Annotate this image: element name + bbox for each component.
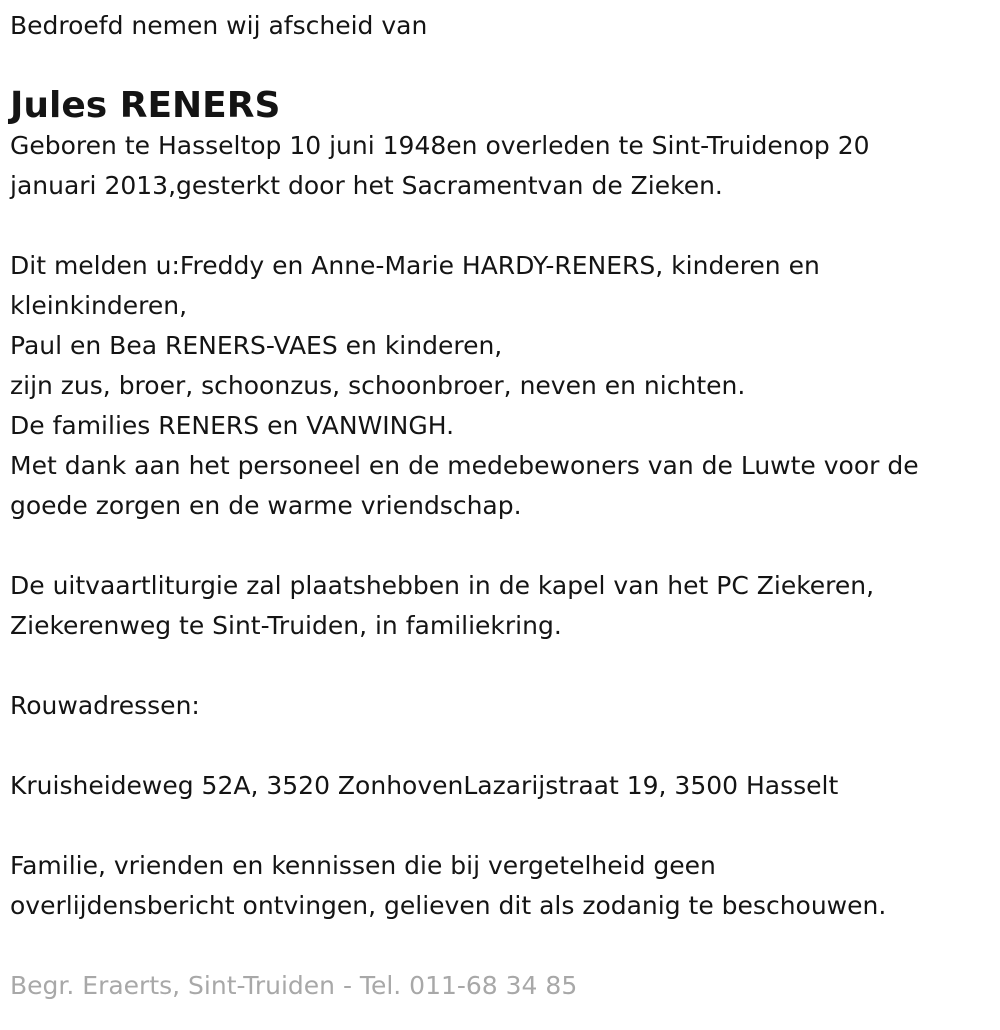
- birth-death-paragraph: [10, 126, 990, 206]
- birth-death-line: Geboren te Hasseltop 10 juni 1948en overleden te Sint-Truidenop 20: [10, 131, 870, 160]
- addresses-text: Kruisheideweg 52A, 3520 ZonhovenLazarijstraat 19, 3500 Hasselt: [10, 771, 839, 800]
- addresses-label: Rouwadressen:: [10, 691, 200, 720]
- notice-line: Familie, vrienden en kennissen die bij vergetelheid geen: [10, 851, 716, 880]
- spacer: [10, 646, 990, 686]
- notice-paragraph: [10, 846, 990, 926]
- notice-line: overlijdensbericht ontvingen, gelieven dit als zodanig te beschouwen.: [10, 891, 887, 920]
- funeral-line: De uitvaartliturgie zal plaatshebben in de kapel van het PC Ziekeren,: [10, 571, 875, 600]
- spacer: [10, 526, 990, 566]
- spacer: [10, 806, 990, 846]
- announcer-line: De families RENERS en VANWINGH.: [10, 411, 455, 440]
- announcer-line: Met dank aan het personeel en de medebewoners van de Luwte voor de: [10, 451, 919, 480]
- announcers-paragraph: [10, 246, 990, 526]
- announcer-line: goede zorgen en de warme vriendschap.: [10, 491, 522, 520]
- spacer: [10, 926, 990, 966]
- intro-text: Bedroefd nemen wij afscheid van: [10, 11, 428, 40]
- announcer-line: zijn zus, broer, schoonzus, schoonbroer, neven en nichten.: [10, 371, 746, 400]
- funeral-home-footer: Begr. Eraerts, Sint-Truiden - Tel. 011-68 34 85: [10, 971, 578, 1000]
- spacer: [10, 726, 990, 766]
- funeral-paragraph: [10, 566, 990, 646]
- spacer: [10, 206, 990, 246]
- deceased-name: Jules RENERS: [10, 85, 281, 126]
- obituary-notice: [10, 6, 990, 1006]
- announcer-line: kleinkinderen,: [10, 291, 188, 320]
- birth-death-line: januari 2013,gesterkt door het Sacramentvan de Zieken.: [10, 171, 723, 200]
- announcer-line: Paul en Bea RENERS-VAES en kinderen,: [10, 331, 503, 360]
- funeral-line: Ziekerenweg te Sint-Truiden, in familiekring.: [10, 611, 562, 640]
- announcer-line: Dit melden u:Freddy en Anne-Marie HARDY-RENERS, kinderen en: [10, 251, 820, 280]
